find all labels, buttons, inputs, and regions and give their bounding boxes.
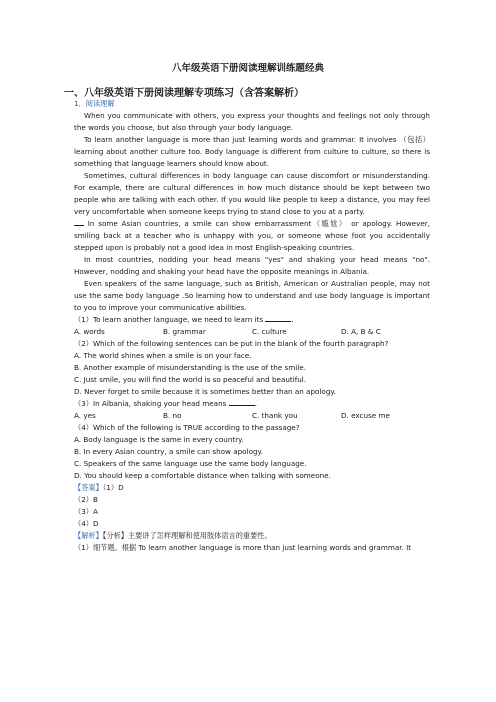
paragraph-6-line: to you to improve your communicative abilities. [74, 303, 247, 312]
paragraph-3-line: people who are talking with each other. If you would like people to keep a distance, you may feel [74, 195, 430, 204]
paragraph-1-line: the words you choose, but also through your body language. [74, 123, 294, 132]
answer-blank [265, 314, 291, 322]
paragraph-5-line: However, nodding and shaking your head have the opposite meanings in Albania. [74, 267, 370, 276]
question-4-stem: （4）Which of the following is TRUE according to the passage? [74, 423, 300, 432]
option-d: D. You should keep a comfortable distance when talking with someone. [74, 471, 331, 480]
answer-line: （2）B [74, 495, 98, 504]
option-a: A. Body language is the same in every country. [74, 435, 244, 444]
paragraph-2-line: learning about another culture too. Body language is different from culture to culture, so there is [74, 147, 430, 156]
option-d: D. A, B & C [341, 327, 381, 336]
option-a: A. words [74, 327, 105, 336]
answer-line: （3）A [74, 507, 98, 516]
option-b: B. In every Asian country, a smile can show apology. [74, 447, 264, 456]
paragraph-4-line: smiling back at a teacher who is unhappy with you, or someone whose foot you accidentally [74, 231, 430, 240]
answer-blank [229, 398, 255, 406]
option-a: A. yes [74, 411, 96, 420]
option-b: B. Another example of misunderstanding is the use of the smile. [74, 363, 306, 372]
option-d: D. excuse me [341, 411, 390, 420]
question-2-stem: （2）Which of the following sentences can be put in the blank of the fourth paragraph? [74, 339, 389, 348]
option-a: A. The world shines when a smile is on your face. [74, 351, 252, 360]
option-c: C. Just smile, you will find the world is so peaceful and beautiful. [74, 375, 307, 384]
option-c: C. thank you [252, 411, 298, 420]
question-3-options [74, 410, 430, 422]
question-1-stem: （1）To learn another language, we need to learn its . [74, 315, 294, 324]
paragraph-2-line: something that language learners should know about. [74, 159, 269, 168]
paragraph-3-line: Sometimes, cultural differences in body language can cause discomfort or misunderstanding. [84, 171, 430, 180]
analysis-line: （1）细节题。根据 To learn another language is more than just learning words and grammar. It [74, 543, 412, 552]
paragraph-3-line: very uncomfortable when someone keeps trying to stand close to you at a party. [74, 207, 365, 216]
analysis-line: 【解析】【分析】主要讲了怎样理解和使用肢体语言的重要性。 [74, 531, 272, 540]
option-d: D. Never forget to smile because it is sometimes better than an apology. [74, 387, 336, 396]
paragraph-5-line: In most countries, nodding your head means "yes" and shaking your head means "no". [84, 255, 430, 264]
paragraph-2-line: To learn another language is more than just learning words and grammar. It involves （包括） [84, 135, 430, 144]
section-title: 一、八年级英语下册阅读理解专项练习（含答案解析） [64, 88, 304, 99]
answer-label: 【答案】 [74, 483, 103, 492]
paragraph-6-line: use the same body language .So learning how to understand and use body language is important [74, 291, 430, 300]
paragraph-6-line: Even speakers of the same language, such as British, American or Australian people, may not [84, 279, 430, 288]
answer-line: 【答案】（1）D [74, 483, 124, 492]
option-b: B. grammar [163, 327, 206, 336]
document-title: 八年级英语下册阅读理解训练题经典 [171, 63, 324, 74]
option-b: B. no [163, 411, 182, 420]
question-heading: 1．阅读理解 [74, 99, 115, 108]
paragraph-blank [74, 218, 84, 226]
paragraph-4-line: stepped upon is probably not a good idea in most English-speaking countries. [74, 243, 355, 252]
paragraph-3-line: For example, there are cultural differences in how much distance should be kept between two [74, 183, 430, 192]
question-1-options [74, 326, 430, 338]
option-c: C. culture [252, 327, 287, 336]
analysis-label: 【解析】 [74, 531, 103, 540]
question-3-stem: （3）In Albania, shaking your head means . [74, 399, 257, 408]
paragraph-1-line: When you communicate with others, you express your thoughts and feelings not only through [84, 111, 430, 120]
paragraph-4-line: In some Asian countries, a smile can show embarrassment（尴尬） or apology. However, [74, 218, 430, 230]
option-c: C. Speakers of the same language use the same body language. [74, 459, 307, 468]
passage-content [74, 98, 430, 554]
answer-line: （4）D [74, 519, 99, 528]
